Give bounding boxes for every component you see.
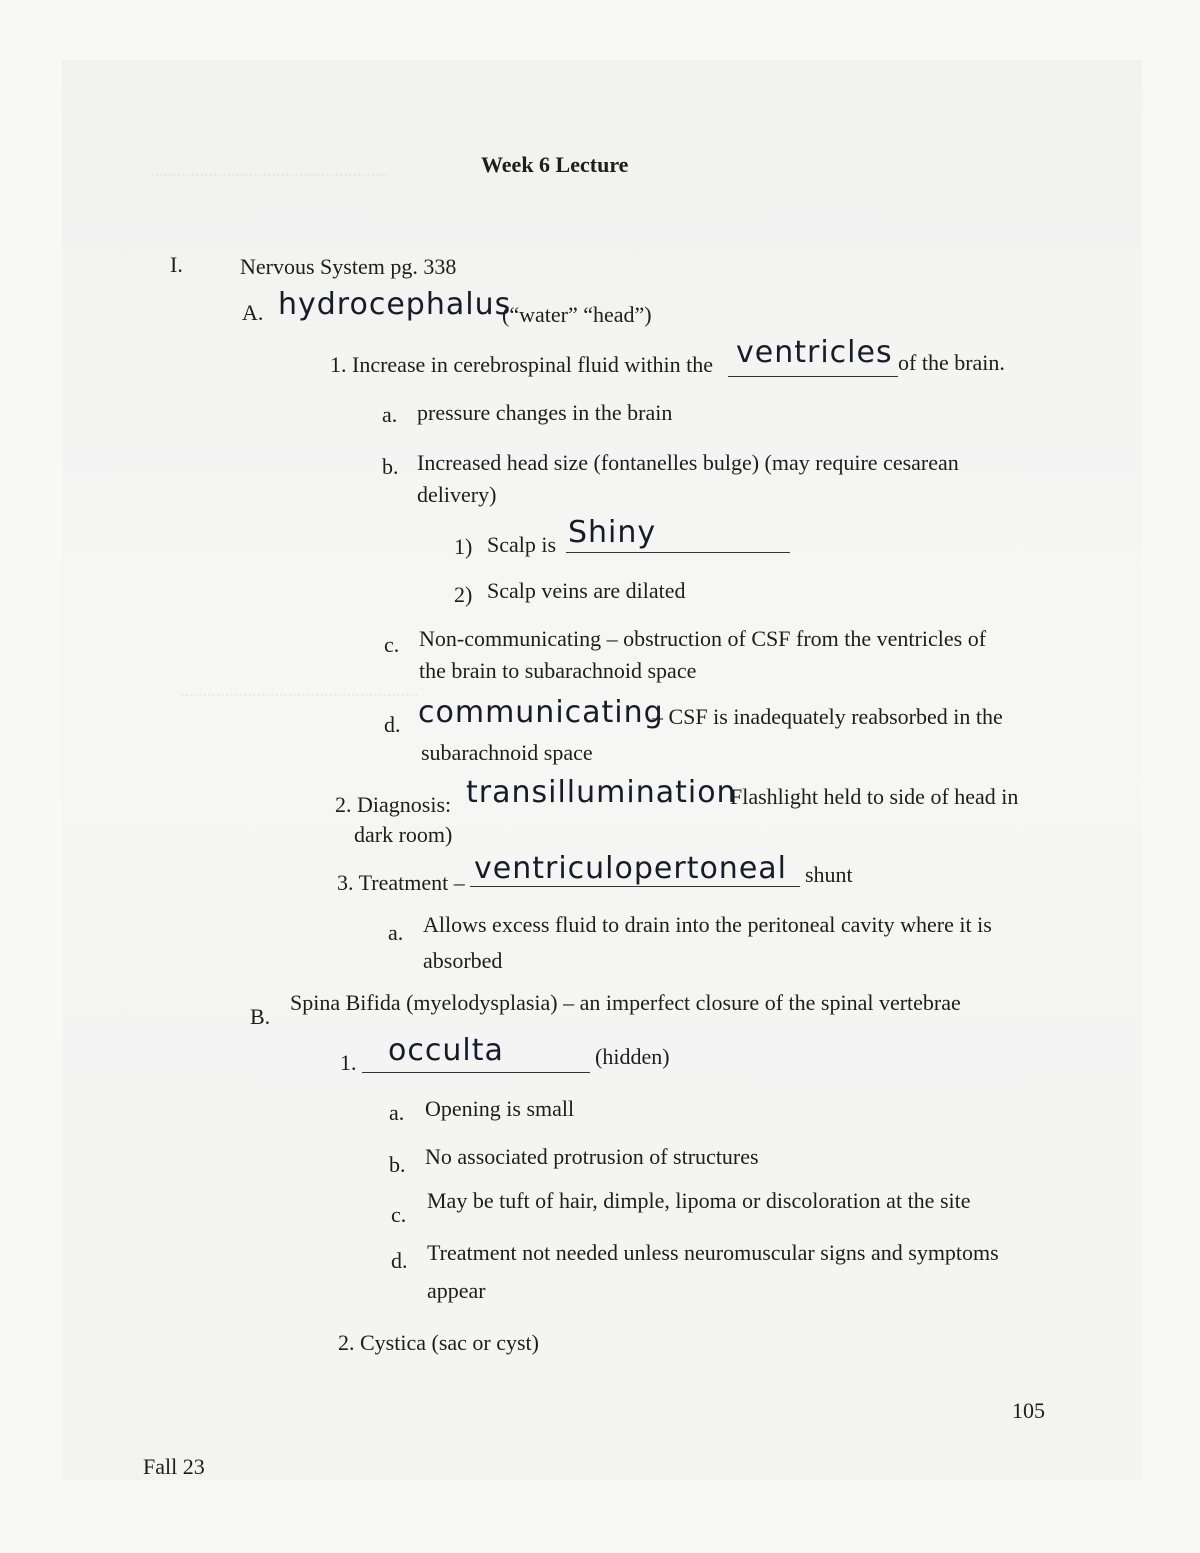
- treatment-suffix: shunt: [805, 862, 853, 887]
- bleed-through-text: .....................................................: [150, 160, 389, 180]
- b-line2: delivery): [417, 482, 497, 507]
- a1-suffix: of the brain.: [898, 350, 1005, 375]
- treatment-prefix: 3. Treatment –: [337, 870, 465, 895]
- occulta-suffix: (hidden): [595, 1044, 670, 1069]
- item-b-label: B.: [250, 1004, 271, 1029]
- treatment-a-line1: Allows excess fluid to drain into the peritoneal cavity where it is: [423, 912, 992, 937]
- section-numeral: I.: [170, 252, 183, 277]
- handwritten-communicating: communicating: [418, 695, 664, 730]
- a1-prefix: 1. Increase in cerebrospinal fluid within the: [330, 352, 714, 377]
- occulta-d-label: d.: [391, 1248, 408, 1273]
- page-number: 105: [1012, 1398, 1045, 1423]
- b-line1: Increased head size (fontanelles bulge) (may require cesarean: [417, 450, 959, 475]
- footer-term: Fall 23: [143, 1454, 205, 1479]
- d-line2: subarachnoid space: [421, 740, 593, 765]
- handwritten-transillumination: transillumination: [466, 775, 737, 810]
- b1-num: 1.: [340, 1050, 357, 1075]
- d-line1: – CSF is inadequately reabsorbed in the: [652, 704, 1003, 729]
- diagnosis-prefix: 2. Diagnosis:: [335, 792, 452, 817]
- occulta-a-label: a.: [389, 1100, 405, 1125]
- c-line2: the brain to subarachnoid space: [419, 658, 697, 683]
- diagnosis-line2: dark room): [354, 822, 453, 847]
- handwritten-occulta: occulta: [388, 1033, 504, 1068]
- handwritten-ventricles: ventricles: [736, 335, 893, 370]
- occulta-c-label: c.: [391, 1202, 407, 1227]
- spina-bifida-text: Spina Bifida (myelodysplasia) – an imperfect closure of the spinal vertebrae: [290, 990, 961, 1015]
- hydrocephalus-meaning: (“water” “head”): [502, 302, 652, 327]
- occulta-d-line2: appear: [427, 1278, 486, 1303]
- page-title: Week 6 Lecture: [481, 152, 629, 177]
- occulta-b-text: No associated protrusion of structures: [425, 1144, 759, 1169]
- occulta-b-label: b.: [389, 1152, 406, 1177]
- cystica-text: 2. Cystica (sac or cyst): [338, 1330, 539, 1355]
- c-label: c.: [384, 632, 400, 657]
- occulta-a-text: Opening is small: [425, 1096, 575, 1121]
- section-heading: Nervous System pg. 338: [240, 254, 457, 279]
- b1-prefix: Scalp is: [487, 532, 557, 557]
- handwritten-hydrocephalus: hydrocephalus: [278, 287, 512, 322]
- b2-label: 2): [454, 582, 473, 607]
- d-label: d.: [384, 712, 401, 737]
- occulta-c-text: May be tuft of hair, dimple, lipoma or discoloration at the site: [427, 1188, 971, 1213]
- handwritten-shiny: Shiny: [568, 515, 657, 550]
- scanned-sheet: [62, 60, 1142, 1480]
- a-label: a.: [382, 402, 398, 427]
- b2-text: Scalp veins are dilated: [487, 578, 686, 603]
- item-a-label: A.: [242, 300, 264, 325]
- occulta-d-line1: Treatment not needed unless neuromuscular signs and symptoms: [427, 1240, 999, 1265]
- bleed-through-text: .....................................................: [180, 680, 419, 700]
- c-line1: Non-communicating – obstruction of CSF from the ventricles of: [419, 626, 987, 651]
- diagnosis-line1: Flashlight held to side of head in: [730, 784, 1019, 809]
- b-label: b.: [382, 454, 399, 479]
- treatment-a-line2: absorbed: [423, 948, 503, 973]
- a-text: pressure changes in the brain: [417, 400, 673, 425]
- handwritten-ventriculopertoneal: ventriculopertoneal: [474, 851, 787, 886]
- treatment-a-label: a.: [388, 920, 404, 945]
- b1-label: 1): [454, 534, 473, 559]
